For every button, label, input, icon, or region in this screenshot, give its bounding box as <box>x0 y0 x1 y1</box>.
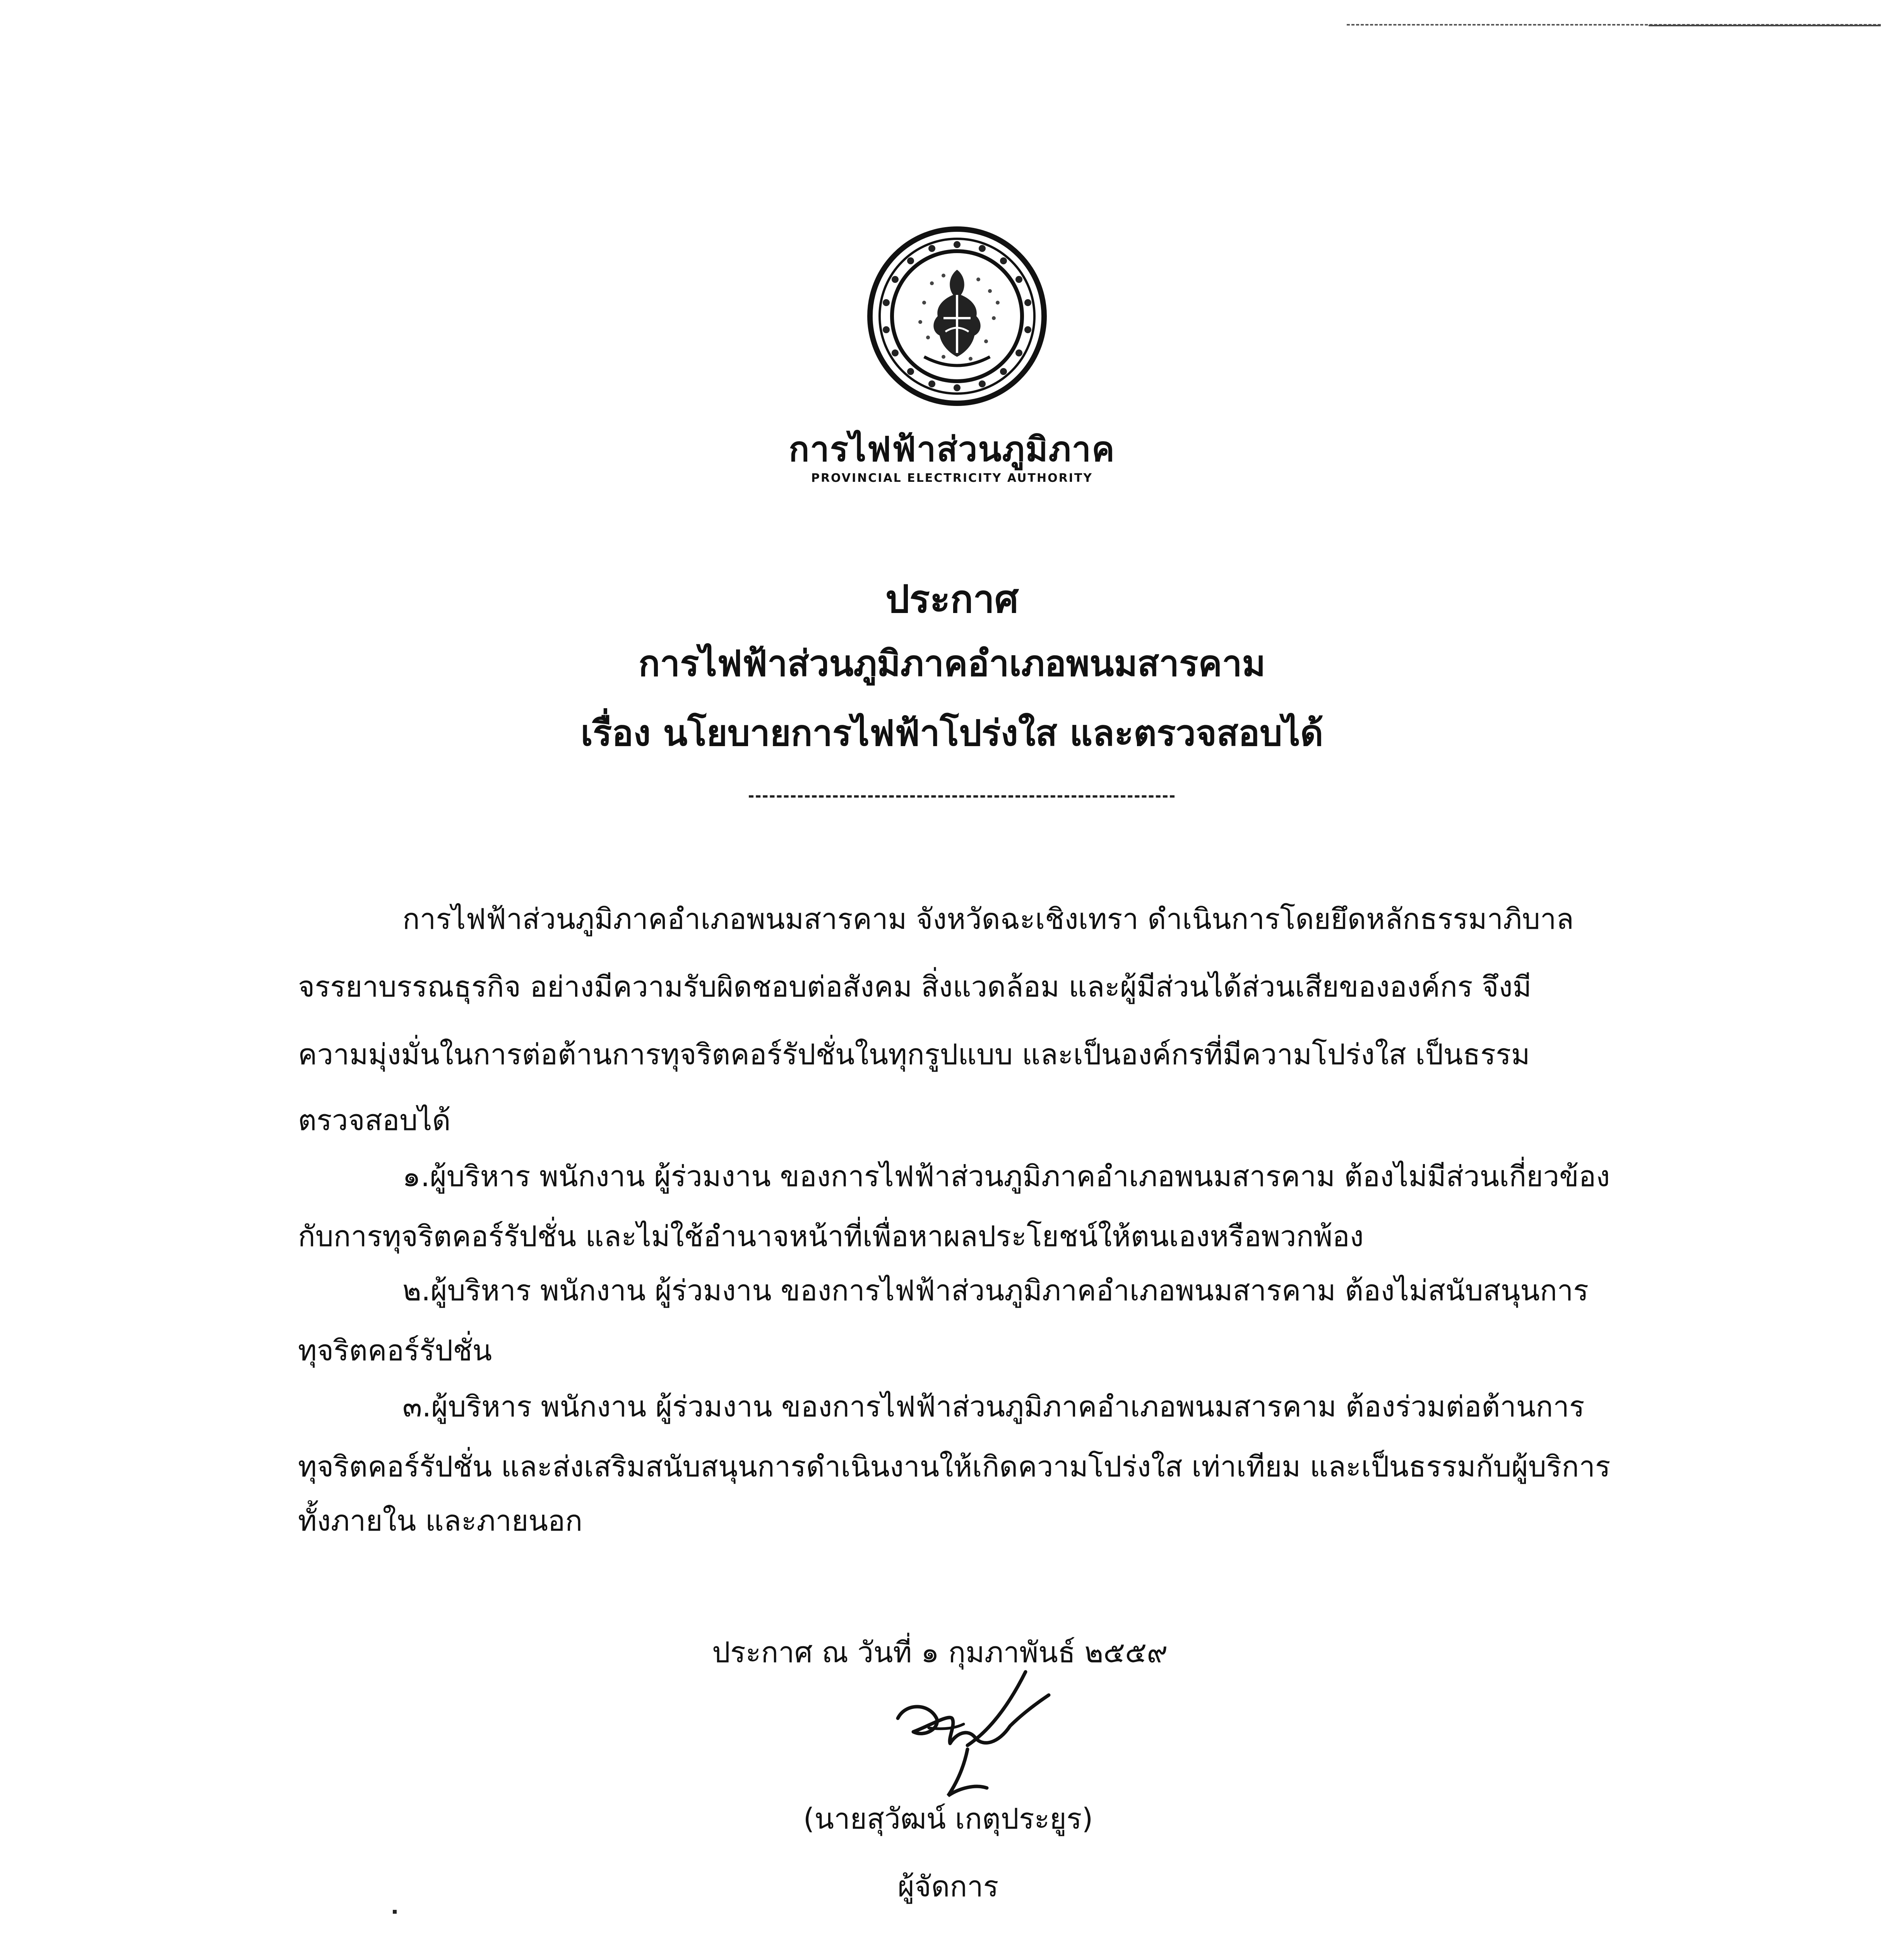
handwritten-signature-icon <box>882 1660 1064 1807</box>
policy-item-2: ๒.ผู้บริหาร พนักงาน ผู้ร่วมงาน ของการไฟฟ้าส่วนภูมิภาคอำเภอพนมสารคาม ต้องไม่สนับสนุนการ <box>402 1274 1589 1307</box>
announcement-heading: ประกาศ <box>885 577 1019 622</box>
signer-name: (นายสุวัฒน์ เกตุประยูร) <box>803 1802 1093 1836</box>
policy-item-1-cont: กับการทุจริตคอร์รัปชั่น และไม่ใช้อำนาจหน้าที่เพื่อหาผลประโยชน์ให้ตนเองหรือพวกพ้อง <box>298 1220 1364 1253</box>
signer-position: ผู้จัดการ <box>897 1870 999 1903</box>
policy-item-1: ๑.ผู้บริหาร พนักงาน ผู้ร่วมงาน ของการไฟฟ้าส่วนภูมิภาคอำเภอพนมสารคาม ต้องไม่มีส่วนเกี่ยวข้อง <box>402 1160 1610 1193</box>
scan-speck <box>393 1910 397 1914</box>
policy-item-3-cont: ทุจริตคอร์รัปชั่น และส่งเสริมสนับสนุนการดำเนินงานให้เกิดความโปร่งใส เท่าเทียม และเป็นธรรมกับผู้บริการ <box>298 1450 1611 1483</box>
org-name-thai: การไฟฟ้าส่วนภูมิภาค <box>789 429 1115 469</box>
announcement-subject: เรื่อง นโยบายการไฟฟ้าโปร่งใส และตรวจสอบได้ <box>580 712 1324 754</box>
body-text-line: จรรยาบรรณธุรกิจ อย่างมีความรับผิดชอบต่อสังคม สิ่งแวดล้อม และผู้มีส่วนได้ส่วนเสียขององค์กร จึงมี <box>298 970 1532 1003</box>
policy-item-3: ๓.ผู้บริหาร พนักงาน ผู้ร่วมงาน ของการไฟฟ้าส่วนภูมิภาคอำเภอพนมสารคาม ต้องร่วมต่อต้านการ <box>402 1390 1585 1423</box>
scan-artifact-line <box>1649 25 1881 26</box>
policy-item-2-cont: ทุจริตคอร์รัปชั่น <box>298 1334 492 1367</box>
body-text-line: ความมุ่งมั่นในการต่อต้านการทุจริตคอร์รัปชั่นในทุกรูปแบบ และเป็นองค์กรที่มีความโปร่งใส เป็นธรรม <box>298 1038 1530 1071</box>
signer-organization <box>580 1929 1316 1935</box>
pea-seal-logo-icon <box>866 225 1048 407</box>
body-text-line: การไฟฟ้าส่วนภูมิภาคอำเภอพนมสารคาม จังหวัดฉะเชิงเทรา ดำเนินการโดยยึดหลักธรรมาภิบาล <box>402 902 1574 936</box>
title-divider <box>749 795 1175 798</box>
policy-item-3-cont: ทั้งภายใน และภายนอก <box>298 1504 583 1538</box>
announcement-issuer: การไฟฟ้าส่วนภูมิภาคอำเภอพนมสารคาม <box>638 643 1266 684</box>
body-text-line: ตรวจสอบได้ <box>298 1104 451 1137</box>
org-name-english: PROVINCIAL ELECTRICITY AUTHORITY <box>811 471 1093 485</box>
announcement-date: ประกาศ ณ วันที่ ๑ กุมภาพันธ์ ๒๕๕๙ <box>712 1636 1168 1669</box>
